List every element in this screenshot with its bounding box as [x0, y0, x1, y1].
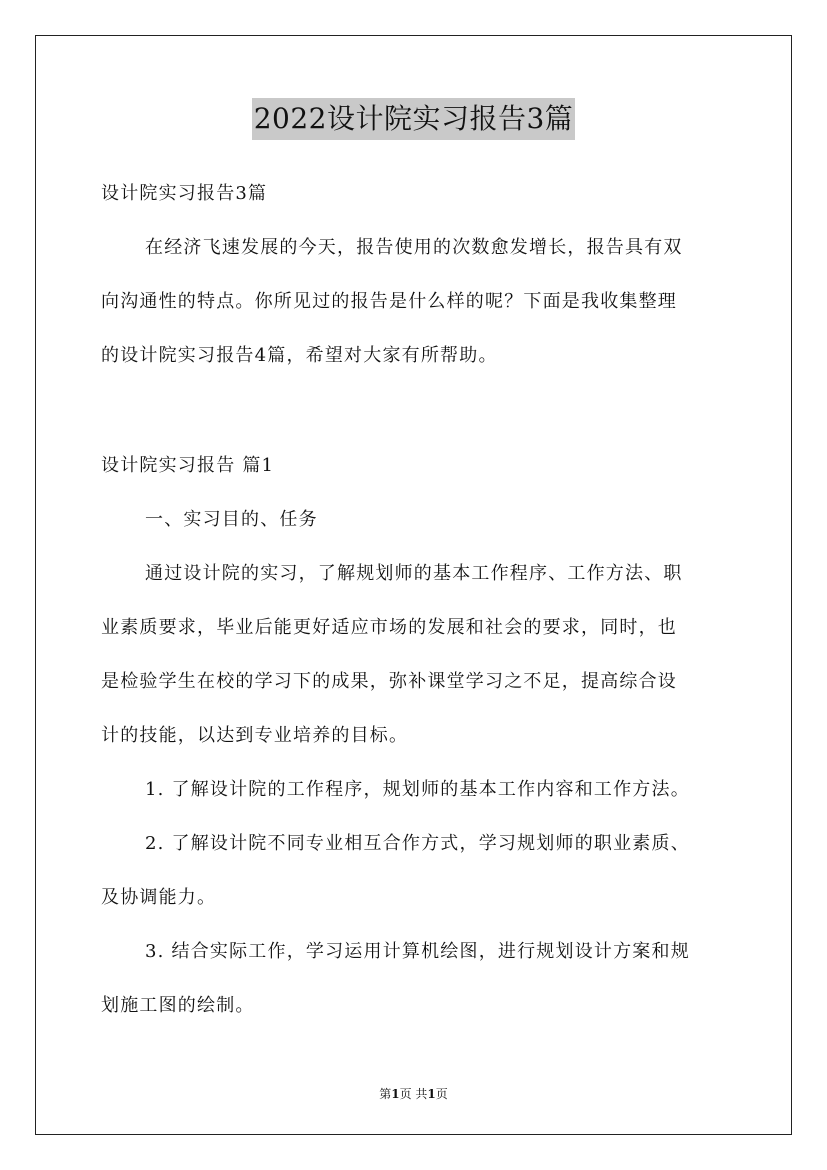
intro-line: 在经济飞速发展的今天，报告使用的次数愈发增长，报告具有双 — [145, 237, 683, 258]
list-item-continuation: 划施工图的绘制。 — [101, 995, 255, 1016]
document-subtitle: 设计院实习报告3篇 — [101, 183, 268, 204]
section-heading: 设计院实习报告 篇1 — [101, 455, 275, 476]
list-item: 1. 了解设计院的工作程序，规划师的基本工作内容和工作方法。 — [145, 779, 690, 800]
title-container — [0, 98, 827, 140]
body-line: 计的技能，以达到专业培养的目标。 — [101, 725, 409, 746]
footer-middle: 页 共 — [399, 1087, 428, 1101]
footer-total-pages: 1 — [427, 1087, 436, 1101]
body-line: 通过设计院的实习，了解规划师的基本工作程序、工作方法、职 — [145, 563, 683, 584]
body-line: 业素质要求，毕业后能更好适应市场的发展和社会的要求，同时，也 — [101, 617, 677, 638]
body-line: 是检验学生在校的学习下的成果，弥补课堂学习之不足，提高综合设 — [101, 671, 677, 692]
subheading: 一、实习目的、任务 — [145, 509, 318, 530]
document-title: 2022设计院实习报告3篇 — [252, 98, 576, 140]
intro-line: 向沟通性的特点。你所见过的报告是什么样的呢？下面是我收集整理 — [101, 291, 677, 312]
page-footer — [0, 1085, 827, 1102]
footer-page-number: 1 — [391, 1087, 400, 1101]
list-item: 3. 结合实际工作，学习运用计算机绘图，进行规划设计方案和规 — [145, 941, 690, 962]
list-item-continuation: 及协调能力。 — [101, 887, 217, 908]
footer-suffix: 页 — [435, 1087, 448, 1101]
footer-prefix: 第 — [379, 1087, 392, 1101]
intro-line: 的设计院实习报告4篇，希望对大家有所帮助。 — [101, 345, 498, 366]
list-item: 2. 了解设计院不同专业相互合作方式，学习规划师的职业素质、 — [145, 833, 690, 854]
